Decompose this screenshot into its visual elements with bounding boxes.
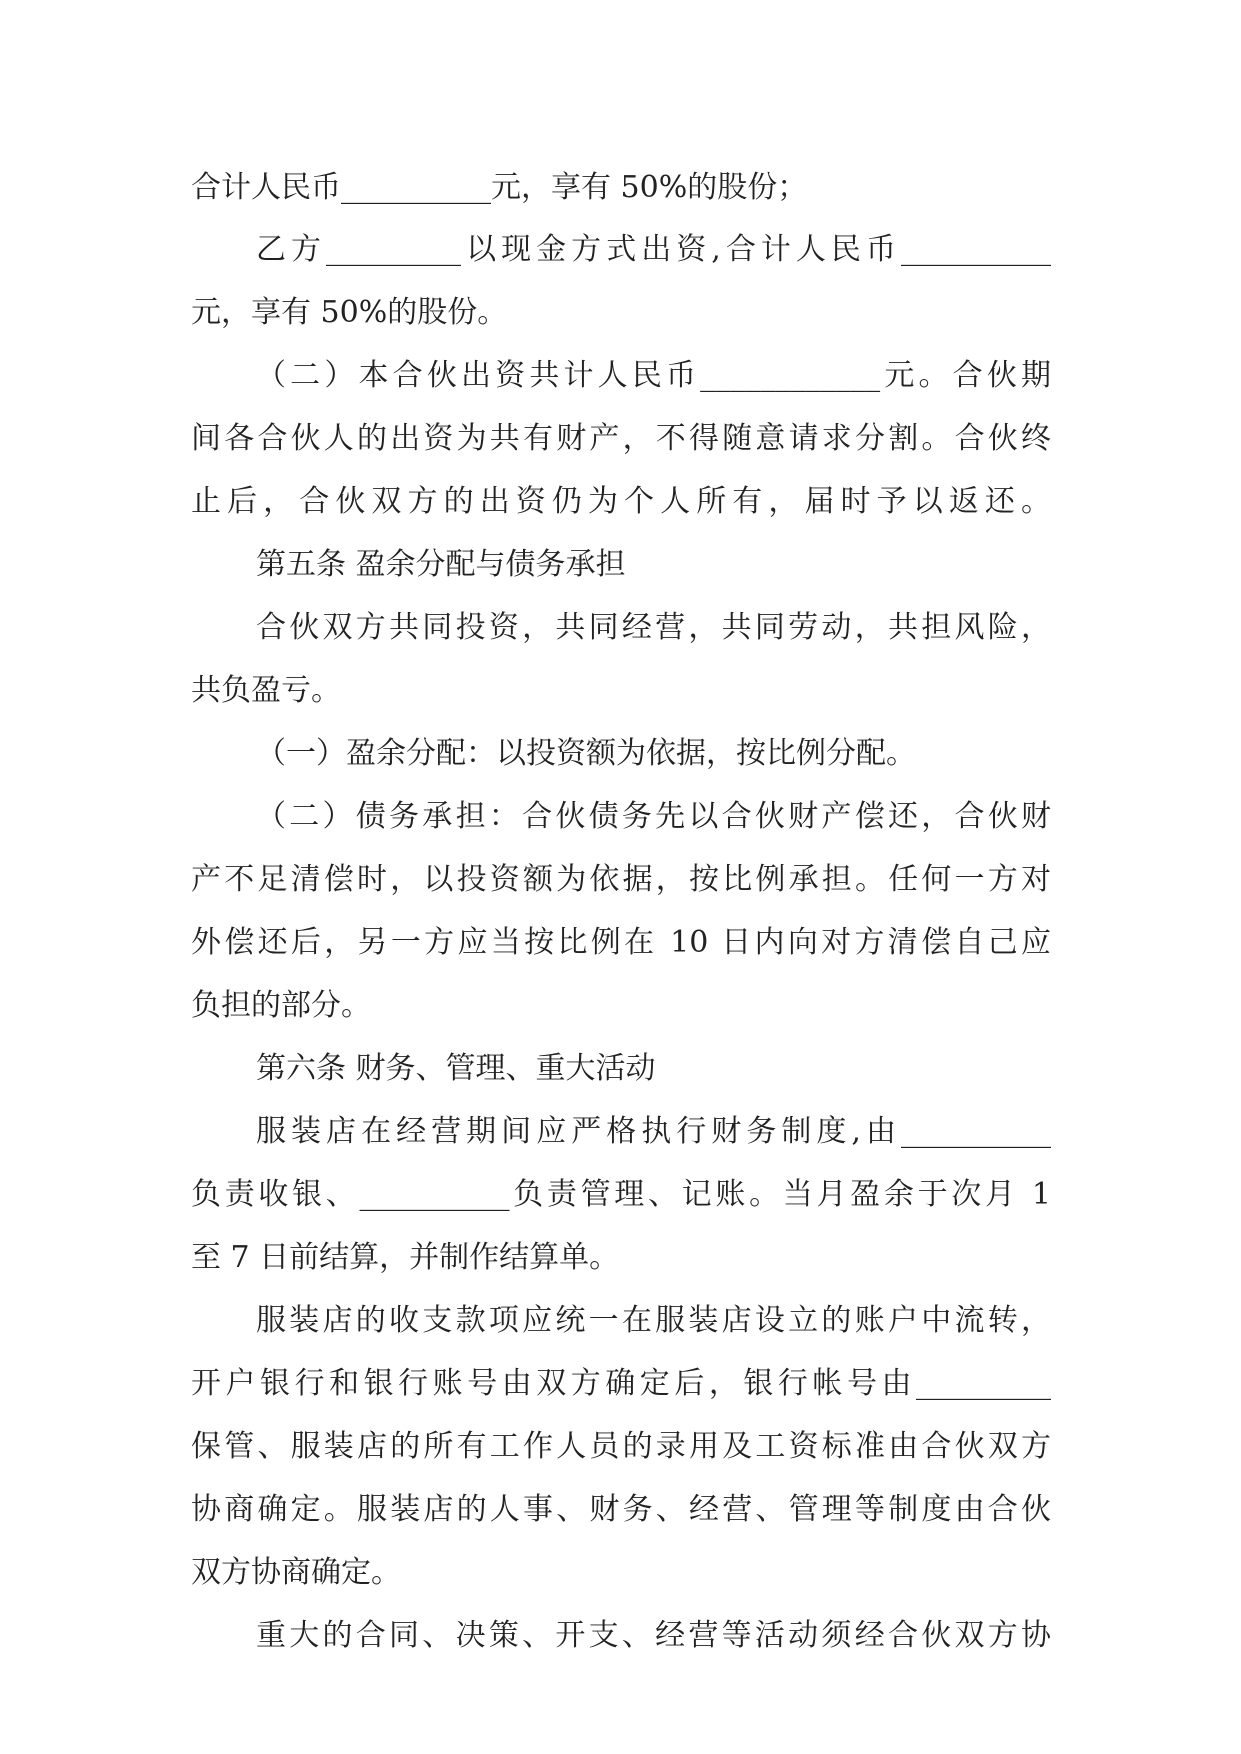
text-line: 服装店在经营期间应严格执行财务制度,由__________ bbox=[256, 1114, 1051, 1149]
text-line: （二）本合伙出资共计人民币____________元。合伙期 bbox=[256, 358, 1051, 393]
text-line: 间各合伙人的出资为共有财产，不得随意请求分割。合伙终 bbox=[191, 421, 1051, 456]
text-line: 负担的部分。 bbox=[191, 988, 371, 1023]
text-line: 协商确定。服装店的人事、财务、经营、管理等制度由合伙 bbox=[191, 1492, 1051, 1527]
text-line: 外偿还后，另一方应当按比例在 10 日内向对方清偿自己应 bbox=[191, 925, 1051, 960]
text-line: 共负盈亏。 bbox=[191, 673, 341, 708]
text-line: 合计人民币__________元，享有 50%的股份； bbox=[191, 170, 808, 205]
text-line: 止后，合伙双方的出资仍为个人所有，届时予以返还。 bbox=[191, 484, 1051, 519]
text-line: 开户银行和银行账号由双方确定后，银行帐号由_________ bbox=[191, 1366, 1051, 1401]
text-line: 至 7 日前结算，并制作结算单。 bbox=[191, 1240, 620, 1275]
text-line: 保管、服装店的所有工作人员的录用及工资标准由合伙双方 bbox=[191, 1429, 1051, 1464]
text-line: 服装店的收支款项应统一在服装店设立的账户中流转， bbox=[256, 1303, 1051, 1338]
text-line: 重大的合同、决策、开支、经营等活动须经合伙双方协 bbox=[256, 1618, 1051, 1653]
text-line: 乙方_________以现金方式出资,合计人民币__________ bbox=[256, 232, 1051, 267]
section-heading: 第六条 财务、管理、重大活动 bbox=[256, 1051, 656, 1086]
text-line: 负责收银、__________负责管理、记账。当月盈余于次月 1 bbox=[191, 1177, 1051, 1212]
text-line: 元，享有 50%的股份。 bbox=[191, 295, 508, 330]
text-line: 合伙双方共同投资，共同经营，共同劳动，共担风险， bbox=[256, 610, 1051, 645]
text-line: 产不足清偿时，以投资额为依据，按比例承担。任何一方对 bbox=[191, 862, 1051, 897]
section-heading: 第五条 盈余分配与债务承担 bbox=[256, 547, 626, 582]
text-line: 双方协商确定。 bbox=[191, 1555, 401, 1590]
text-line: （二）债务承担：合伙债务先以合伙财产偿还，合伙财 bbox=[256, 799, 1051, 834]
text-line: （一）盈余分配：以投资额为依据，按比例分配。 bbox=[256, 736, 916, 771]
